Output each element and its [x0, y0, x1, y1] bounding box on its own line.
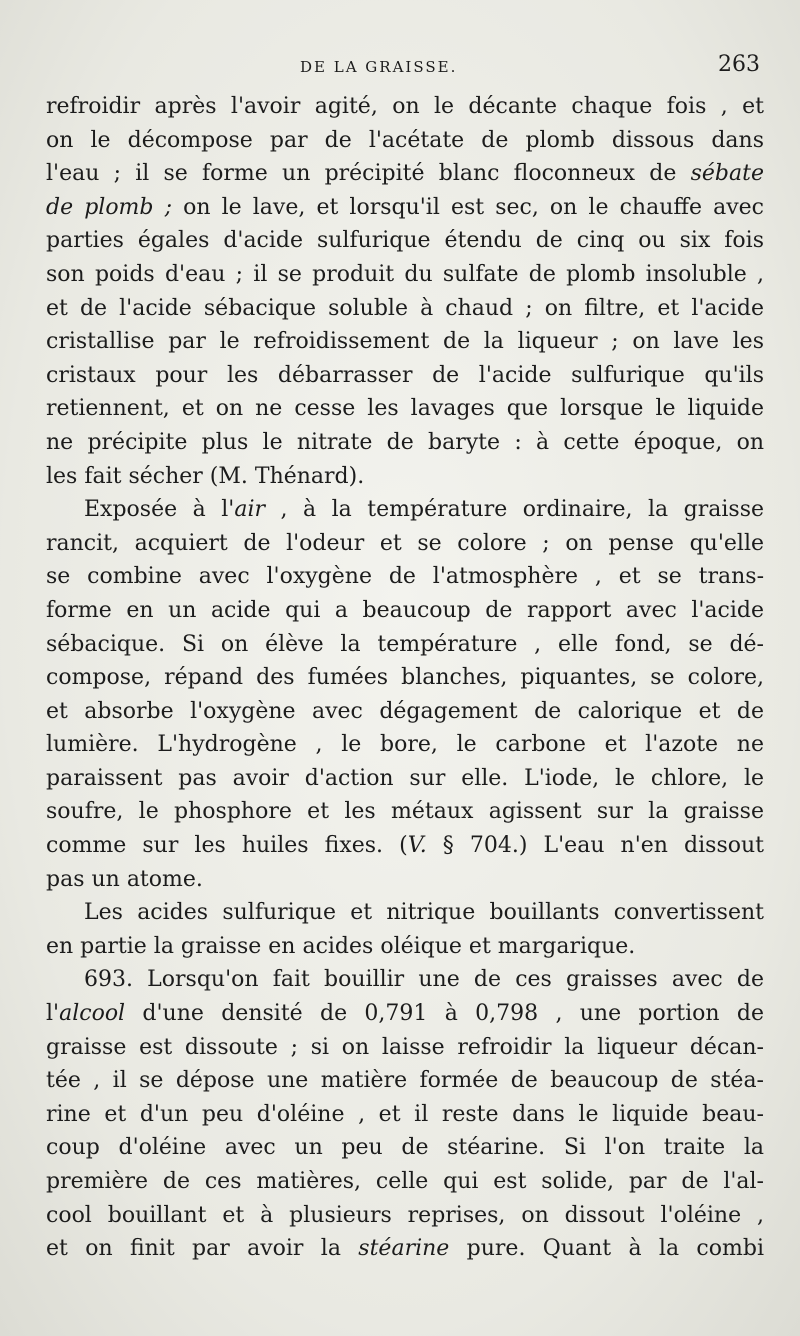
paragraph [46, 493, 764, 896]
text-line [46, 829, 764, 863]
text-line [46, 258, 764, 292]
italic-run: de plomb ; [46, 194, 173, 220]
text-run: coup d'oléine avec un peu de stéarine. Si l'on traite la [46, 1135, 764, 1161]
text-line [46, 1131, 764, 1165]
text-run: pas un atome. [46, 866, 203, 892]
text-run: son poids d'eau ; il se produit du sulfate de plomb insoluble , [46, 261, 764, 287]
text-run: en partie la graisse en acides oléique et margarique. [46, 933, 636, 959]
text-run: 693. Lorsqu'on fait bouillir une de ces graisses avec de [84, 967, 764, 993]
text-run: tée , il se dépose une matière formée de beaucoup de stéa- [46, 1068, 764, 1094]
page-header [0, 52, 800, 82]
text-line [46, 963, 764, 997]
text-run: cristallise par le refroidissement de la liqueur ; on lave les [46, 329, 764, 355]
text-line [46, 594, 764, 628]
italic-run: air [234, 497, 265, 523]
text-run: graisse est dissoute ; si on laisse refroidir la liqueur décan- [46, 1034, 764, 1060]
text-run: paraissent pas avoir d'action sur elle. L'iode, le chlore, le [46, 765, 764, 791]
text-run: cristaux pour les débarrasser de l'acide sulfurique qu'ils [46, 362, 764, 388]
text-line [46, 527, 764, 561]
body-text [46, 90, 764, 1266]
text-line [46, 292, 764, 326]
text-line [46, 392, 764, 426]
text-run: et on finit par avoir la [46, 1236, 359, 1262]
text-line [46, 930, 764, 964]
text-run: , à la température ordinaire, la graisse [265, 497, 765, 523]
paragraph [46, 896, 764, 963]
page-number: 263 [718, 52, 760, 77]
text-line [46, 493, 764, 527]
text-run: et absorbe l'oxygène avec dégagement de calorique et de [46, 698, 764, 724]
text-run: comme sur les huiles fixes. ( [46, 833, 408, 859]
text-line [46, 191, 764, 225]
text-run: d'une densité de 0,791 à 0,798 , une portion de [125, 1001, 764, 1027]
text-run: sébacique. Si on élève la température , elle fond, se dé- [46, 631, 764, 657]
text-line [46, 795, 764, 829]
italic-run: V. [407, 833, 427, 859]
text-run: § 704.) L'eau n'en dissout [426, 833, 764, 859]
text-line [46, 325, 764, 359]
text-run: forme en un acide qui a beaucoup de rapport avec l'acide [46, 597, 764, 623]
text-line [46, 1232, 764, 1266]
text-line [46, 997, 764, 1031]
text-run: rine et d'un peu d'oléine , et il reste dans le liquide beau- [46, 1101, 764, 1127]
text-line [46, 560, 764, 594]
text-line [46, 124, 764, 158]
text-run: première de ces matières, celle qui est solide, par de l'al- [46, 1169, 764, 1194]
text-run: rancit, acquiert de l'odeur et se colore ; on pense qu'elle [46, 530, 764, 556]
text-run: lumière. L'hydrogène , le bore, le carbone et l'azote ne [46, 732, 764, 758]
text-line [46, 1031, 764, 1065]
italic-run: stéarine [358, 1236, 450, 1262]
text-line [46, 1064, 764, 1098]
text-run: refroidir après l'avoir agité, on le décante chaque fois , et [46, 94, 764, 119]
running-head: DE LA GRAISSE. [300, 58, 458, 76]
text-line [46, 863, 764, 897]
text-line [46, 661, 764, 695]
text-line [46, 695, 764, 729]
text-run: l'eau ; il se forme un précipité blanc floconneux de [46, 161, 691, 187]
text-line [46, 762, 764, 796]
text-run: retiennent, et on ne cesse les lavages que lorsque le liquide [46, 396, 764, 422]
text-line [46, 896, 764, 930]
text-line [46, 728, 764, 762]
text-run: on le lave, et lorsqu'il est sec, on le chauffe avec [172, 194, 764, 220]
text-line [46, 460, 764, 494]
text-line [46, 359, 764, 393]
text-run: parties égales d'acide sulfurique étendu de cinq ou six fois [46, 228, 764, 254]
text-run: on le décompose par de l'acétate de plomb dissous dans [46, 127, 764, 153]
text-run: Exposée à l' [84, 497, 235, 523]
text-run: soufre, le phosphore et les métaux agissent sur la graisse [46, 799, 764, 825]
text-line [46, 1098, 764, 1132]
text-line [46, 157, 764, 191]
paragraph [46, 90, 764, 493]
paragraph [46, 963, 764, 1265]
text-run: l' [46, 1001, 60, 1027]
text-run: Les acides sulfurique et nitrique bouillants convertissent [84, 900, 764, 926]
text-line [46, 90, 764, 124]
text-line [46, 1199, 764, 1233]
text-run: et de l'acide sébacique soluble à chaud ; on filtre, et l'acide [46, 295, 764, 321]
text-run: les fait sécher (M. Thénard). [46, 463, 365, 489]
text-line [46, 1165, 764, 1199]
text-line [46, 628, 764, 662]
text-run: ne précipite plus le nitrate de baryte : à cette époque, on [46, 429, 764, 455]
italic-run: alcool [59, 1001, 126, 1027]
text-run: pure. Quant à la combi [449, 1236, 764, 1262]
italic-run: sébate [690, 161, 764, 187]
text-line [46, 426, 764, 460]
text-run: cool bouillant et à plusieurs reprises, on dissout l'oléine , [46, 1202, 764, 1228]
text-run: compose, répand des fumées blanches, piquantes, se colore, [46, 665, 764, 691]
text-run: se combine avec l'oxygène de l'atmosphère , et se trans- [46, 564, 764, 590]
text-line [46, 224, 764, 258]
